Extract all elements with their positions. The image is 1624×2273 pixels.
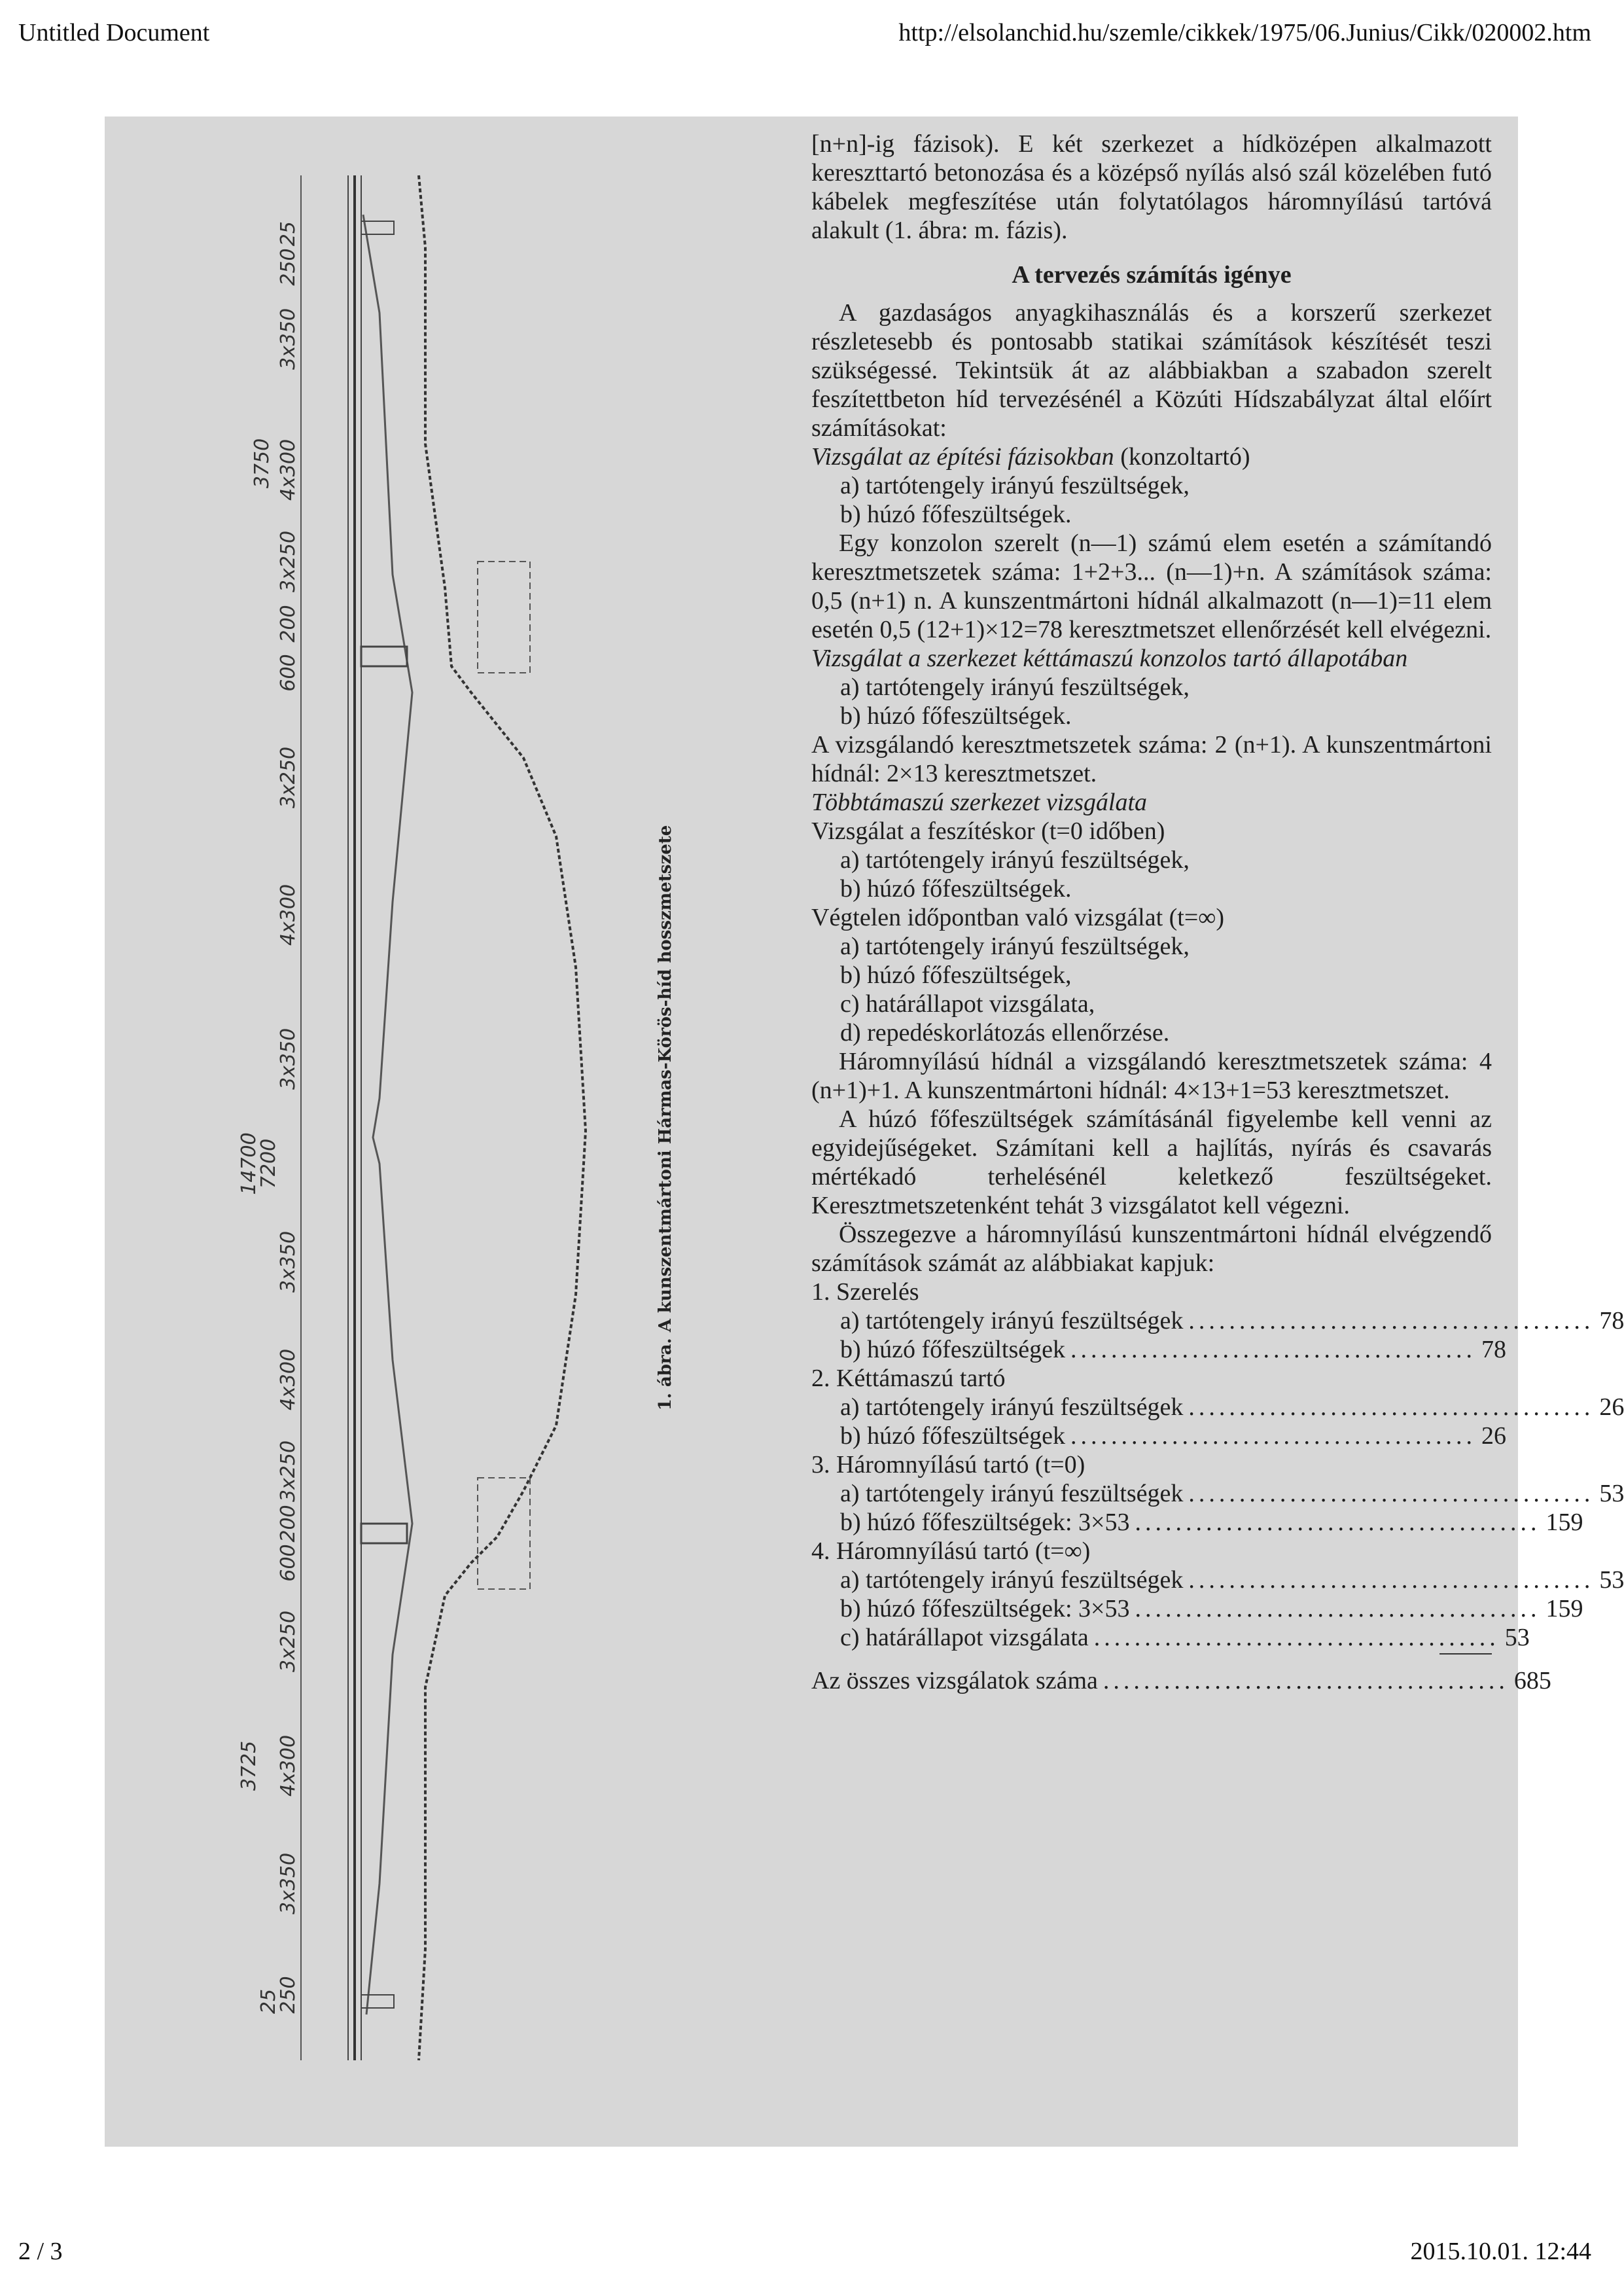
summary-group-title: 4. Háromnyílású tartó (t=∞) — [811, 1537, 1091, 1565]
summary-row-label: a) tartótengely irányú feszültségek — [840, 1566, 1184, 1594]
summary-row-label: c) határállapot vizsgálata — [840, 1624, 1089, 1651]
summary-row-label: b) húzó főfeszültségek — [840, 1422, 1065, 1450]
sum-rule — [1439, 1653, 1492, 1655]
summary-list — [811, 1278, 1624, 1695]
dim-label: 25 — [257, 1988, 280, 2014]
browser-page-title: Untitled Document — [18, 19, 210, 46]
leader-dots: ........................................ — [1188, 1566, 1595, 1594]
river-bed-profile — [419, 175, 586, 2060]
subsection-1-title-text: Vizsgálat az építési fázisokban — [811, 443, 1114, 471]
dim-label: 3x350 — [277, 1028, 300, 1090]
summary-row — [811, 1393, 1624, 1422]
check-at-t0: Vizsgálat a feszítéskor (t=0 időben) — [811, 817, 1165, 845]
dim-label: 7200 — [257, 1138, 280, 1189]
leader-dots: ........................................ — [1188, 1393, 1595, 1421]
section-heading: A tervezés számítás igénye — [1012, 261, 1292, 289]
summary-row — [811, 1422, 1506, 1450]
summary-group-title: 1. Szerelés — [811, 1278, 919, 1306]
summary-row — [811, 1594, 1583, 1623]
summary-row-label: b) húzó főfeszültségek: 3×53 — [840, 1509, 1130, 1536]
list-item: a) tartótengely irányú feszültségek, — [840, 673, 1190, 701]
figure-caption: 1. ábra. A kunszentmártoni Hármas-Körös-híd hosszmetszete — [656, 825, 675, 1411]
leader-dots: ........................................ — [1135, 1509, 1541, 1536]
dim-label: 3725 — [238, 1740, 260, 1791]
summary-row — [811, 1508, 1583, 1537]
summary-total-label: Az összes vizsgálatok száma — [811, 1667, 1098, 1694]
summary-row — [811, 1335, 1506, 1364]
leader-dots: ........................................ — [1093, 1624, 1500, 1651]
abutment-2 — [361, 1995, 394, 2008]
list-item: b) húzó főfeszültségek. — [840, 501, 1072, 528]
dim-label: 4x300 — [277, 1348, 300, 1411]
dim-label: 600 — [277, 1544, 300, 1582]
summary-row — [811, 1479, 1624, 1508]
bridge-figure — [105, 116, 798, 2147]
list-item: a) tartótengely irányú feszültségek, — [840, 846, 1190, 874]
summary-row-label: b) húzó főfeszültségek — [840, 1336, 1065, 1363]
foundation-1 — [478, 562, 530, 673]
dim-label: 4x300 — [277, 1734, 300, 1797]
pier-1 — [361, 647, 407, 666]
list-item: b) húzó főfeszültségek. — [840, 702, 1072, 730]
summary-row — [811, 1623, 1530, 1652]
leader-dots: ........................................ — [1188, 1307, 1595, 1334]
summary-row-value: 53 — [1599, 1566, 1624, 1594]
dim-label: 250 — [277, 248, 300, 286]
summary-row — [811, 1306, 1624, 1335]
summary-row-label: b) húzó főfeszültségek: 3×53 — [840, 1595, 1130, 1622]
paragraph-6: Összegezve a háromnyílású kunszentmártoni hídnál elvégzendő számítások számát az alábbiakat kapjuk: — [811, 1221, 1492, 1277]
summary-row-label: a) tartótengely irányú feszültségek — [840, 1393, 1184, 1421]
browser-page-number: 2 / 3 — [18, 2238, 63, 2265]
dim-label: 200 — [277, 605, 300, 643]
summary-row-label: a) tartótengely irányú feszültségek — [840, 1307, 1184, 1334]
paragraph-5: A húzó főfeszültségek számításánál figyelembe kell venni az egyidejűségeket. Számítani kell a hajlítás, nyírás és csavarás mértékadó terhelésénél keletkező feszültségeket. Keresztmetszetenként tehát 3 vizsgálatot kell végezni. — [811, 1105, 1492, 1219]
dim-label: 250 — [277, 1976, 300, 2014]
summary-row-value: 26 — [1481, 1422, 1506, 1450]
summary-row-value: 159 — [1545, 1509, 1583, 1536]
girder-bottom-edge — [363, 215, 412, 2014]
subsection-3-title: Többtámaszú szerkezet vizsgálata — [811, 789, 1147, 816]
subsection-1-title — [811, 442, 1492, 471]
dim-label: 3x250 — [277, 1440, 300, 1503]
paragraph-2: Egy konzolon szerelt (n—1) számú elem esetén a számítandó keresztmetszetek száma: 1+2+3... (n—1)+n. A számítások száma: 0,5 (n+1) n. A kunszentmártoni hídnál alkalmazott (n—1)=11 elem esetén 0,5 (12+1)×12=78 keresztmetszet ellenőrzését kell elvégezni. — [811, 529, 1492, 643]
pier-2 — [361, 1524, 407, 1543]
dim-label: 3x250 — [277, 1610, 300, 1673]
summary-row-value: 78 — [1599, 1307, 1624, 1334]
summary-row-value: 159 — [1545, 1595, 1583, 1622]
summary-row-value: 53 — [1599, 1480, 1624, 1507]
dim-label: 4x300 — [277, 884, 300, 946]
browser-timestamp: 2015.10.01. 12:44 — [1410, 2238, 1591, 2265]
leader-dots: ........................................ — [1103, 1667, 1509, 1694]
summary-row — [811, 1566, 1624, 1594]
summary-group-title: 3. Háromnyílású tartó (t=0) — [811, 1451, 1086, 1478]
paragraph-4: Háromnyílású hídnál a vizsgálandó keresztmetszetek száma: 4 (n+1)+1. A kunszentmártoni hídnál: 4×13+1=53 keresztmetszet. — [811, 1048, 1492, 1104]
paragraph-3: A vizsgálandó keresztmetszetek száma: 2 (n+1). A kunszentmártoni hídnál: 2×13 keresztmetszet. — [811, 731, 1492, 787]
subsection-2-title: Vizsgálat a szerkezet kéttámaszú konzolos tartó állapotában — [811, 645, 1408, 672]
check-at-tinf: Végtelen időpontban való vizsgálat (t=∞) — [811, 904, 1225, 931]
list-item: b) húzó főfeszültségek. — [840, 875, 1072, 903]
paragraph-1: A gazdaságos anyagkihasználás és a korszerű szerkezet részletesebb és pontosabb statikai számítások készítését teszi szükségessé. Tekintsük át az alábbiakban a szabadon szerelt feszítettbeton híd tervezésénél a Közúti Hídszabályzat által előírt számításokat: — [811, 299, 1492, 442]
summary-group-title: 2. Kéttámaszú tartó — [811, 1365, 1006, 1392]
bridge-longitudinal-section — [105, 116, 798, 2147]
list-item: c) határállapot vizsgálata, — [840, 990, 1095, 1018]
dim-label: 25 — [277, 221, 300, 247]
summary-row-value: 26 — [1599, 1393, 1624, 1421]
dim-label: 14700 — [238, 1132, 260, 1195]
summary-row-value: 78 — [1481, 1336, 1506, 1363]
scanned-page — [105, 116, 1624, 2147]
dim-label: 3x350 — [277, 1230, 300, 1293]
dim-label: 3x350 — [277, 308, 300, 370]
subsection-1-title-suffix: (konzoltartó) — [1114, 443, 1250, 471]
dim-label: 3x250 — [277, 530, 300, 593]
browser-page-url: http://elsolanchid.hu/szemle/cikkek/1975/06.Junius/Cikk/020002.htm — [898, 19, 1591, 46]
summary-row-value: 53 — [1504, 1624, 1530, 1651]
list-item: d) repedéskorlátozás ellenőrzése. — [840, 1019, 1170, 1047]
dim-label: 4x300 — [277, 438, 300, 501]
list-item: a) tartótengely irányú feszültségek, — [840, 472, 1190, 499]
article-column — [811, 130, 1624, 1695]
list-item: a) tartótengely irányú feszültségek, — [840, 933, 1190, 960]
leader-dots: ........................................ — [1188, 1480, 1595, 1507]
leader-dots: ........................................ — [1135, 1595, 1541, 1622]
summary-total-row — [811, 1666, 1551, 1695]
dim-label: 3750 — [251, 438, 274, 489]
summary-total-value: 685 — [1513, 1667, 1551, 1694]
intro-paragraph: [n+n]-ig fázisok). E két szerkezet a hídközépen alkalmazott kereszttartó betonozása és a középső nyílás alsó szál közelében futó kábelek megfeszítése után folytatólagos háromnyílású tartóvá alakult (1. ábra: m. fázis). — [811, 130, 1492, 244]
leader-dots: ........................................ — [1070, 1422, 1476, 1450]
dim-label: 600 — [277, 654, 300, 692]
leader-dots: ........................................ — [1070, 1336, 1476, 1363]
summary-row-label: a) tartótengely irányú feszültségek — [840, 1480, 1184, 1507]
dim-label: 200 — [277, 1505, 300, 1543]
list-item: b) húzó főfeszültségek, — [840, 961, 1072, 989]
dim-label: 3x350 — [277, 1852, 300, 1915]
dim-label: 3x250 — [277, 746, 300, 809]
